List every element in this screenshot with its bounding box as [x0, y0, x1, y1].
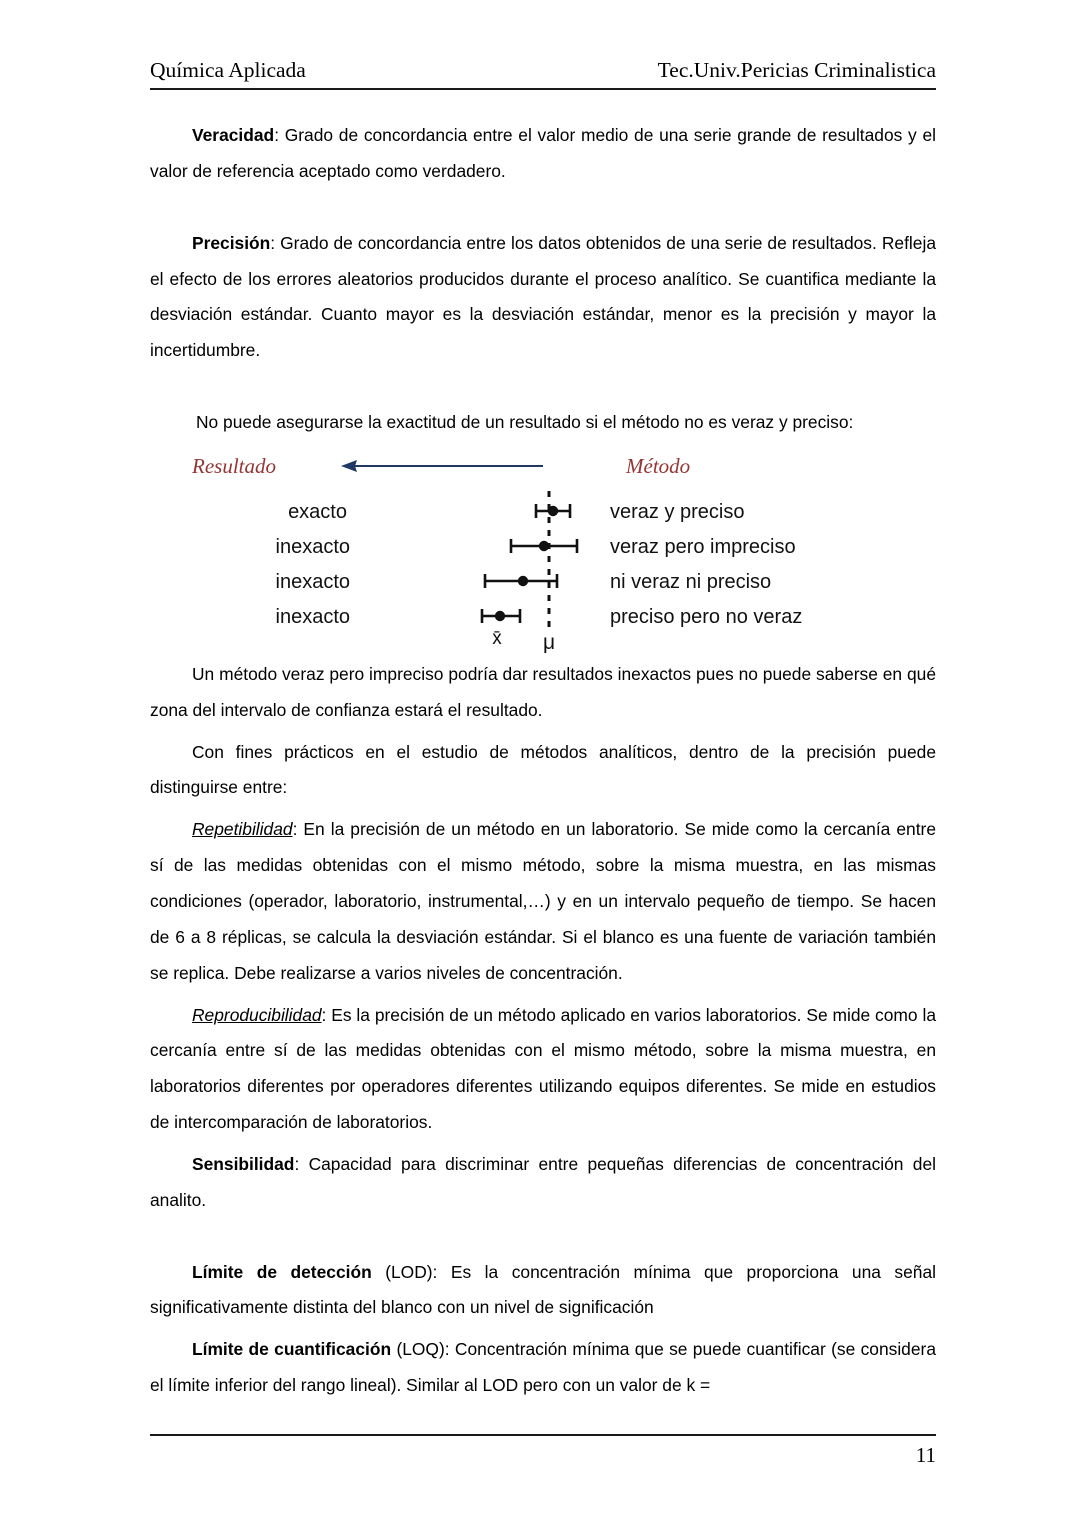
paragraph-loq — [150, 1332, 936, 1404]
term-veracidad: Veracidad — [192, 125, 275, 145]
paragraph-lod-text: (LOD): Es la concentración mínima que proporciona una señal significativamente distinta del blanco con un nivel de significación — [150, 1261, 936, 1318]
spacer — [150, 1219, 936, 1255]
accuracy-precision-diagram — [150, 445, 936, 657]
running-head-right: Tec.Univ.Pericias Criminalistica — [657, 58, 936, 82]
paragraph-metodo-veraz: Un método veraz pero impreciso podría dar resultados inexactos pues no puede saberse en qué zona del intervalo de confianza estará el resultado. — [150, 663, 936, 720]
paragraph-repetibilidad-text: : En la precisión de un método en un laboratorio. Se mide como la cercanía entre sí de las medidas obtenidas con el mismo método, sobre la misma muestra, en las mismas condiciones (operador, laboratorio, instrumental,…) y en un intervalo pequeño de tiempo. Se hacen de 6 a 8 réplicas, se calcula la desviación estándar. Si el blanco es una fuente de variación también se replica. Debe realizarse a varios niveles de concentración. — [150, 819, 936, 983]
figure-right-label-2: veraz pero impreciso — [610, 535, 796, 558]
paragraph-veracidad — [150, 118, 936, 190]
term-reproducibilidad: Reproducibilidad — [192, 1004, 322, 1025]
paragraph-precision — [150, 226, 936, 369]
figure-heading-metodo: Método — [626, 453, 691, 478]
spacer — [150, 190, 936, 226]
direction-arrow-icon — [341, 460, 543, 472]
spacer — [150, 369, 936, 405]
paragraph-sensibilidad-text: : Capacidad para discriminar entre pequeñas diferencias de concentración del analito. — [150, 1153, 936, 1210]
accuracy-precision-figure — [150, 445, 936, 657]
paragraph-precision-text: : Grado de concordancia entre los datos obtenidos de una serie de resultados. Refleja el efecto de los errores aleatorios producidos durante el proceso analítico. Se cuantifica mediante la desviación estándar. Cuanto mayor es la desviación estándar, menor es la precisión y mayor la incertidumbre. — [150, 232, 936, 361]
paragraph-reproducibilidad — [150, 998, 936, 1141]
error-bar-row-2 — [511, 539, 577, 553]
term-repetibilidad: Repetibilidad — [192, 819, 293, 840]
term-lod: Límite de detección — [192, 1261, 372, 1282]
error-bar-row-1 — [536, 504, 570, 518]
figure-left-label-1: exacto — [288, 500, 347, 523]
term-precision: Precisión — [192, 232, 271, 253]
running-head — [150, 58, 936, 90]
page-number: 11 — [915, 1443, 936, 1467]
paragraph-fines-practicos: Con fines prácticos en el estudio de métodos analíticos, dentro de la precisión puede distinguirse entre: — [150, 741, 936, 798]
paragraph-intro-figura: No puede asegurarse la exactitud de un resultado si el método no es veraz y preciso: — [196, 412, 854, 433]
document-body — [150, 118, 936, 1404]
paragraph-repetibilidad — [150, 812, 936, 991]
figure-left-label-4: inexacto — [275, 605, 350, 628]
figure-right-label-1: veraz y preciso — [610, 500, 745, 523]
error-bar-row-3 — [485, 574, 557, 588]
figure-left-label-3: inexacto — [275, 570, 350, 593]
running-head-left: Química Aplicada — [150, 58, 306, 82]
paragraph-lod — [150, 1255, 936, 1327]
figure-right-label-3: ni veraz ni preciso — [610, 570, 772, 593]
paragraph-reproducibilidad-text: : Es la precisión de un método aplicado en varios laboratorios. Se mide como la cercanía entre sí de las medidas obtenidas con el mismo método, sobre la misma muestra, en laboratorios diferentes por operadores diferentes utilizando equipos diferentes. Se mide en estudios de intercomparación de laboratorios. — [150, 1004, 936, 1133]
paragraph-sensibilidad — [150, 1147, 936, 1219]
footer-divider — [150, 1434, 936, 1436]
figure-left-label-2: inexacto — [275, 535, 350, 558]
paragraph-veracidad-text: : Grado de concordancia entre el valor medio de una serie grande de resultados y el valor de referencia aceptado como verdadero. — [150, 125, 936, 181]
error-bar-row-4 — [482, 609, 520, 623]
figure-right-label-4: preciso pero no veraz — [610, 605, 803, 628]
term-loq: Límite de cuantificación — [192, 1339, 392, 1360]
figure-heading-resultado: Resultado — [192, 453, 276, 478]
figure-mu-symbol: μ — [542, 630, 556, 654]
figure-mean-symbol: x̄ — [492, 627, 502, 649]
paragraph-loq-text: (LOQ): Concentración mínima que se puede cuantificar (se considera el límite inferior del rango lineal). Similar al LOD pero con un valor de k = — [150, 1339, 936, 1396]
term-sensibilidad: Sensibilidad — [192, 1153, 295, 1174]
